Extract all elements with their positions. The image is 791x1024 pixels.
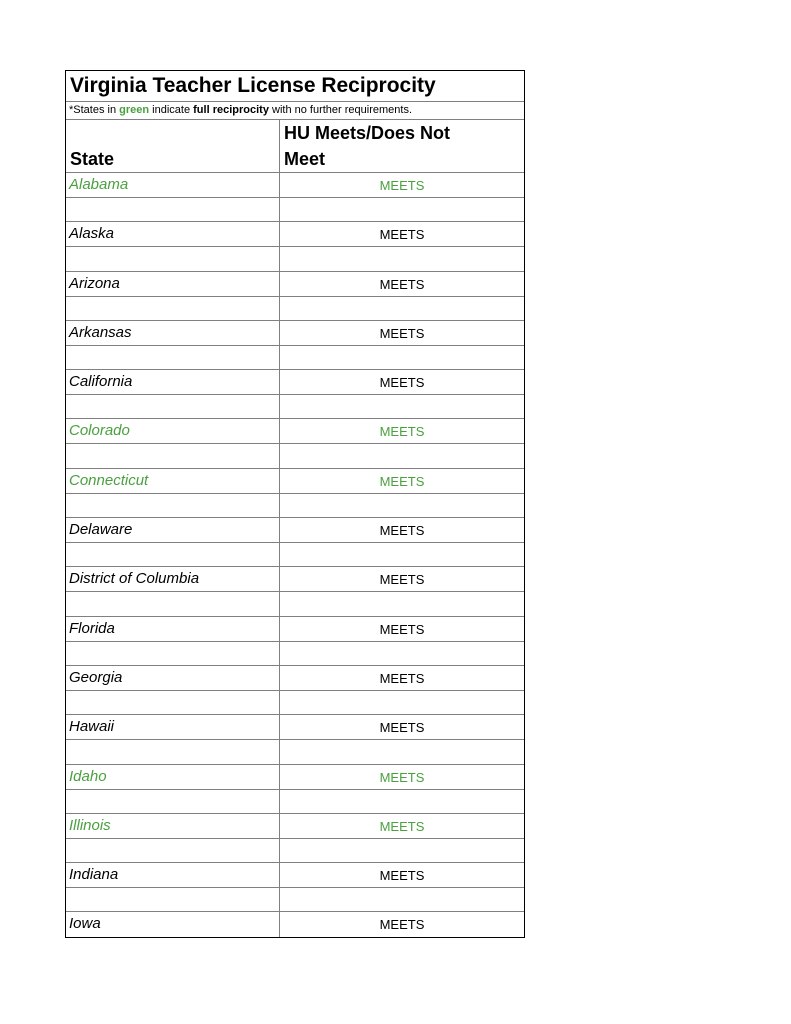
state-cell: Florida [66, 617, 280, 641]
state-cell: Georgia [66, 666, 280, 690]
empty-cell [66, 740, 280, 763]
empty-cell [66, 297, 280, 320]
spacer-row [66, 395, 524, 419]
status-cell: MEETS [379, 375, 425, 391]
empty-cell [66, 790, 280, 813]
empty-cell [280, 790, 524, 813]
spacer-row [66, 691, 524, 715]
empty-cell [280, 839, 524, 862]
empty-cell [280, 198, 524, 221]
state-cell: Idaho [66, 765, 280, 789]
empty-cell [280, 888, 524, 911]
reciprocity-table [65, 70, 525, 938]
status-cell: MEETS [379, 818, 425, 834]
empty-cell [66, 346, 280, 369]
spacer-row [66, 444, 524, 468]
state-cell: Hawaii [66, 715, 280, 739]
empty-cell [280, 395, 524, 418]
spacer-row [66, 198, 524, 222]
status-cell: MEETS [379, 523, 425, 539]
state-cell: Arkansas [66, 321, 280, 345]
note-bold: full reciprocity [193, 104, 269, 116]
empty-cell [280, 247, 524, 270]
state-cell: District of Columbia [66, 567, 280, 591]
state-cell: Indiana [66, 863, 280, 887]
table-row [66, 863, 524, 888]
empty-cell [66, 543, 280, 566]
state-cell: Connecticut [66, 469, 280, 493]
empty-cell [66, 839, 280, 862]
status-header-line2: Meet [284, 149, 326, 169]
empty-cell [280, 691, 524, 714]
spacer-row [66, 839, 524, 863]
status-cell: MEETS [379, 720, 425, 736]
empty-cell [66, 198, 280, 221]
page-title: Virginia Teacher License Reciprocity [66, 71, 524, 102]
table-row [66, 272, 524, 297]
table-row [66, 518, 524, 543]
status-column-header [280, 120, 524, 172]
table-row [66, 765, 524, 790]
status-cell: MEETS [379, 769, 425, 785]
empty-cell [280, 642, 524, 665]
table-row [66, 419, 524, 444]
note-middle: indicate [149, 104, 194, 116]
spacer-row [66, 346, 524, 370]
empty-cell [280, 494, 524, 517]
spacer-row [66, 297, 524, 321]
spacer-row [66, 790, 524, 814]
empty-cell [66, 444, 280, 467]
note-suffix: with no further requirements. [268, 104, 413, 116]
table-row [66, 173, 524, 198]
state-cell: Illinois [66, 814, 280, 838]
empty-cell [66, 247, 280, 270]
status-cell: MEETS [379, 572, 425, 588]
empty-cell [66, 494, 280, 517]
state-header-label: State [70, 149, 115, 169]
spacer-row [66, 592, 524, 616]
empty-cell [280, 346, 524, 369]
status-cell: MEETS [379, 621, 425, 637]
table-row [66, 666, 524, 691]
spacer-row [66, 247, 524, 271]
status-cell: MEETS [379, 276, 425, 292]
status-cell: MEETS [379, 325, 425, 341]
empty-cell [280, 444, 524, 467]
empty-cell [66, 642, 280, 665]
state-column-header [66, 120, 280, 172]
table-row [66, 567, 524, 592]
status-cell: MEETS [379, 424, 425, 440]
status-cell: MEETS [379, 917, 425, 933]
state-cell: Arizona [66, 272, 280, 296]
spacer-row [66, 740, 524, 764]
status-cell: MEETS [379, 178, 425, 193]
spacer-row [66, 888, 524, 912]
empty-cell [66, 691, 280, 714]
table-row [66, 222, 524, 247]
state-cell: Alaska [66, 222, 280, 246]
empty-cell [280, 740, 524, 763]
empty-cell [280, 592, 524, 615]
status-cell: MEETS [379, 227, 425, 243]
state-cell: Delaware [66, 518, 280, 542]
spacer-row [66, 494, 524, 518]
empty-cell [280, 543, 524, 566]
empty-cell [66, 592, 280, 615]
empty-cell [66, 888, 280, 911]
status-cell: MEETS [379, 670, 425, 686]
state-cell: Colorado [66, 419, 280, 443]
legend-note [66, 102, 524, 120]
empty-cell [66, 395, 280, 418]
note-green-word: green [119, 104, 150, 116]
table-row [66, 469, 524, 494]
table-row [66, 370, 524, 395]
table-row [66, 912, 524, 937]
state-cell: California [66, 370, 280, 394]
note-prefix: *States in [69, 104, 120, 116]
table-body [66, 173, 524, 937]
table-row [66, 617, 524, 642]
table-row [66, 715, 524, 740]
table-row [66, 814, 524, 839]
empty-cell [280, 297, 524, 320]
status-header-line1: HU Meets/Does Not [284, 123, 451, 143]
table-header [66, 120, 524, 173]
spacer-row [66, 543, 524, 567]
status-cell: MEETS [379, 868, 425, 884]
status-cell: MEETS [379, 473, 425, 489]
spacer-row [66, 642, 524, 666]
state-cell: Iowa [66, 912, 280, 937]
table-row [66, 321, 524, 346]
state-cell: Alabama [66, 173, 280, 197]
